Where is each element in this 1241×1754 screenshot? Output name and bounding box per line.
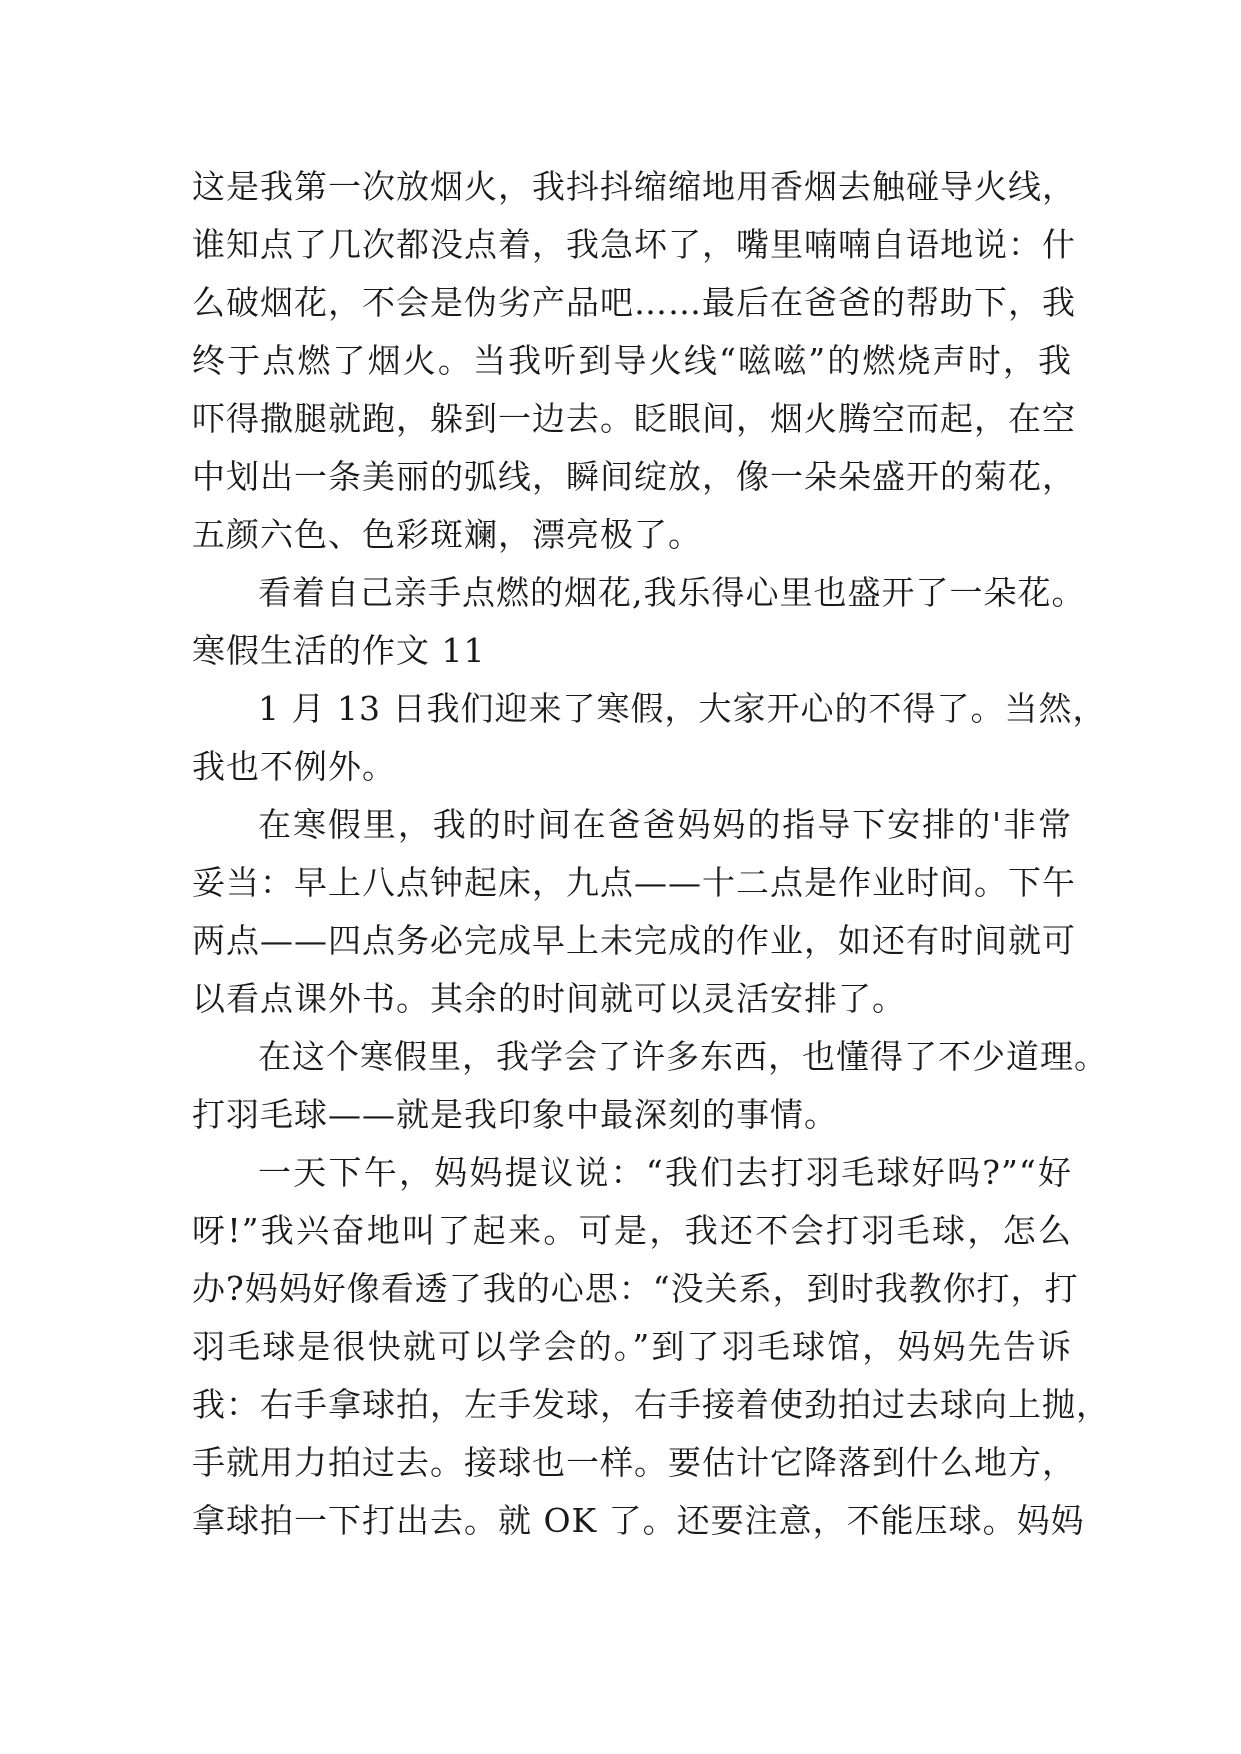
text-line: 羽毛球是很快就可以学会的。”到了羽毛球馆，妈妈先告诉 [192,1327,1072,1366]
text-line: 在寒假里，我的时间在爸爸妈妈的指导下安排的'非常 [258,805,1072,844]
text-line: 么破烟花，不会是伪劣产品吧……最后在爸爸的帮助下，我 [192,283,1076,322]
text-line: 谁知点了几次都没点着，我急坏了，嘴里喃喃自语地说：什 [192,225,1076,264]
text-line: 拿球拍一下打出去。就 OK 了。还要注意，不能压球。妈妈 [192,1501,1085,1540]
text-line: 我也不例外。 [192,747,396,786]
document-body [192,158,1110,1550]
text-line: 办?妈妈好像看透了我的心思：“没关系，到时我教你打，打 [192,1269,1079,1308]
paragraph [192,796,1076,1028]
text-line: 五颜六色、色彩斑斓，漂亮极了。 [192,515,702,554]
heading-line: 寒假生活的作文 11 [192,631,486,670]
text-line: 看着自己亲手点燃的烟花,我乐得心里也盛开了一朵花。 [258,573,1086,612]
text-line: 我：右手拿球拍，左手发球，右手接着使劲拍过去球向上抛， [192,1385,1110,1424]
text-line: 1 月 13 日我们迎来了寒假，大家开心的不得了。当然， [258,689,1107,728]
text-line: 呀!”我兴奋地叫了起来。可是，我还不会打羽毛球，怎么 [192,1211,1072,1250]
text-line: 吓得撒腿就跑，躲到一边去。眨眼间，烟火腾空而起，在空 [192,399,1076,438]
text-line: 手就用力拍过去。接球也一样。要估计它降落到什么地方， [192,1443,1076,1482]
paragraph [192,680,1107,796]
paragraph [192,1144,1110,1550]
text-line: 打羽毛球——就是我印象中最深刻的事情。 [192,1095,838,1134]
text-line: 一天下午，妈妈提议说：“我们去打羽毛球好吗?”“好 [258,1153,1072,1192]
paragraph [192,158,1076,564]
text-line: 以看点课外书。其余的时间就可以灵活安排了。 [192,979,906,1018]
paragraph [192,1028,1108,1144]
section-heading [192,622,1072,680]
text-line: 两点——四点务必完成早上未完成的作业，如还有时间就可 [192,921,1076,960]
text-line: 妥当：早上八点钟起床，九点——十二点是作业时间。下午 [192,863,1076,902]
text-line: 终于点燃了烟火。当我听到导火线“嗞嗞”的燃烧声时，我 [192,341,1072,380]
text-line: 在这个寒假里，我学会了许多东西，也懂得了不少道理。 [258,1037,1108,1076]
text-line: 这是我第一次放烟火，我抖抖缩缩地用香烟去触碰导火线， [192,167,1076,206]
text-line: 中划出一条美丽的弧线，瞬间绽放，像一朵朵盛开的菊花， [192,457,1076,496]
paragraph [192,564,1086,622]
